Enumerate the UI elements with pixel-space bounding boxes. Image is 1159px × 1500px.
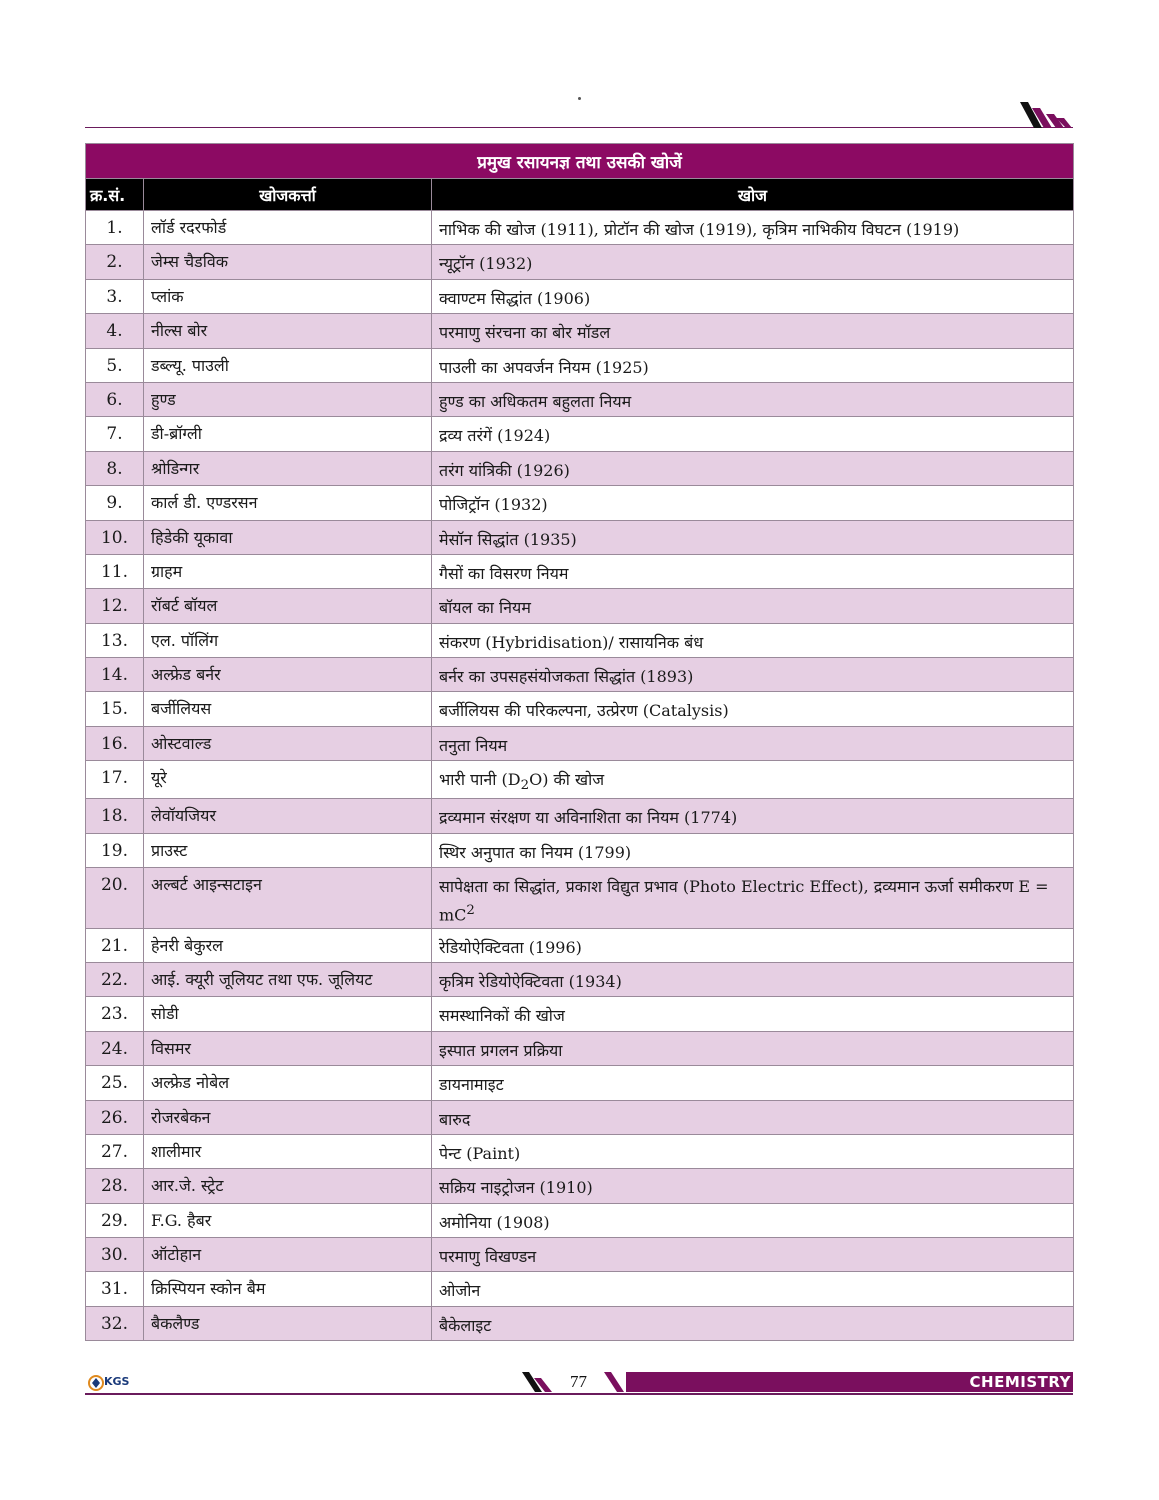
serial-cell: 25. bbox=[86, 1066, 144, 1100]
serial-cell: 7. bbox=[86, 417, 144, 451]
table-row bbox=[86, 1169, 1074, 1203]
discoverer-cell: लॉर्ड रदरफोर्ड bbox=[144, 211, 432, 245]
discovery-cell: मेसॉन सिद्धांत (1935) bbox=[432, 520, 1074, 554]
table-row bbox=[86, 589, 1074, 623]
serial-cell: 26. bbox=[86, 1100, 144, 1134]
discoverer-cell: ओस्टवाल्ड bbox=[144, 726, 432, 760]
table-row bbox=[86, 279, 1074, 313]
serial-cell: 19. bbox=[86, 833, 144, 867]
discoverer-cell: डी-ब्रॉग्ली bbox=[144, 417, 432, 451]
table-row bbox=[86, 451, 1074, 485]
discoverer-cell: शालीमार bbox=[144, 1134, 432, 1168]
discoverer-cell: बैकलैण्ड bbox=[144, 1306, 432, 1340]
footer-rule bbox=[85, 1393, 1073, 1395]
serial-cell: 11. bbox=[86, 554, 144, 588]
discovery-cell bbox=[432, 868, 1074, 928]
discoverer-cell: आई. क्यूरी जूलियट तथा एफ. जूलियट bbox=[144, 962, 432, 996]
serial-cell: 15. bbox=[86, 692, 144, 726]
discoverer-cell: अल्बर्ट आइन्सटाइन bbox=[144, 868, 432, 928]
discovery-cell: गैसों का विसरण नियम bbox=[432, 554, 1074, 588]
publisher-logo-text: KGS bbox=[104, 1375, 130, 1388]
table-row bbox=[86, 1238, 1074, 1272]
serial-cell: 6. bbox=[86, 382, 144, 416]
serial-cell: 5. bbox=[86, 348, 144, 382]
serial-cell: 9. bbox=[86, 486, 144, 520]
table-row bbox=[86, 726, 1074, 760]
table-row bbox=[86, 1134, 1074, 1168]
discovery-cell: नाभिक की खोज (1911), प्रोटॉन की खोज (1919), कृत्रिम नाभिकीय विघटन (1919) bbox=[432, 211, 1074, 245]
discovery-cell: इस्पात प्रगलन प्रक्रिया bbox=[432, 1031, 1074, 1065]
page-number: 77 bbox=[570, 1372, 587, 1391]
table-row bbox=[86, 658, 1074, 692]
serial-cell: 21. bbox=[86, 928, 144, 962]
header-discoverer: खोजकर्त्ता bbox=[144, 179, 432, 211]
serial-cell: 29. bbox=[86, 1203, 144, 1237]
subscript-text: 2 bbox=[520, 778, 530, 794]
table-title-row bbox=[86, 144, 1074, 179]
discoverer-cell: हेनरी बेकुरल bbox=[144, 928, 432, 962]
discovery-cell: बर्जीलियस की परिकल्पना, उत्प्रेरण (Catalysis) bbox=[432, 692, 1074, 726]
serial-cell: 1. bbox=[86, 211, 144, 245]
discoverer-cell: क्रिस्पियन स्कोन बैम bbox=[144, 1272, 432, 1306]
serial-cell: 4. bbox=[86, 314, 144, 348]
serial-cell: 28. bbox=[86, 1169, 144, 1203]
serial-cell: 23. bbox=[86, 997, 144, 1031]
discovery-cell: द्रव्य तरंगें (1924) bbox=[432, 417, 1074, 451]
discovery-text: सापेक्षता का सिद्धांत, प्रकाश विद्युत प्रभाव (Photo Electric Effect), द्रव्यमान ऊर्जा समीकरण E = mC bbox=[439, 877, 1049, 925]
discoverer-cell: हुण्ड bbox=[144, 382, 432, 416]
discovery-cell: समस्थानिकों की खोज bbox=[432, 997, 1074, 1031]
discovery-cell: संकरण (Hybridisation)/ रासायनिक बंध bbox=[432, 623, 1074, 657]
discovery-cell: हुण्ड का अधिकतम बहुलता नियम bbox=[432, 382, 1074, 416]
discovery-text: भारी पानी (D bbox=[439, 770, 521, 790]
table-row bbox=[86, 554, 1074, 588]
table-row bbox=[86, 623, 1074, 657]
discovery-cell: तनुता नियम bbox=[432, 726, 1074, 760]
discoverer-cell: रोजरबेकन bbox=[144, 1100, 432, 1134]
table-row bbox=[86, 1306, 1074, 1340]
serial-cell: 17. bbox=[86, 761, 144, 799]
discovery-cell: बर्नर का उपसहसंयोजकता सिद्धांत (1893) bbox=[432, 658, 1074, 692]
serial-cell: 12. bbox=[86, 589, 144, 623]
corner-slash-icon bbox=[1016, 100, 1074, 130]
discoverer-cell: F.G. हैबर bbox=[144, 1203, 432, 1237]
discovery-cell: स्थिर अनुपात का नियम (1799) bbox=[432, 833, 1074, 867]
discovery-cell: न्यूट्रॉन (1932) bbox=[432, 245, 1074, 279]
footer-slash-icon bbox=[520, 1370, 556, 1394]
discovery-cell: क्वाण्टम सिद्धांत (1906) bbox=[432, 279, 1074, 313]
serial-cell: 10. bbox=[86, 520, 144, 554]
discovery-cell: तरंग यांत्रिकी (1926) bbox=[432, 451, 1074, 485]
table-row bbox=[86, 1066, 1074, 1100]
table-row bbox=[86, 761, 1074, 799]
table-row bbox=[86, 1272, 1074, 1306]
discoverer-cell: अल्फ्रेड नोबेल bbox=[144, 1066, 432, 1100]
table-row bbox=[86, 692, 1074, 726]
discoverer-cell: लेवॉयजियर bbox=[144, 799, 432, 833]
table-title: प्रमुख रसायनज्ञ तथा उसकी खोजें bbox=[86, 144, 1074, 179]
discoverer-cell: रॉबर्ट बॉयल bbox=[144, 589, 432, 623]
discovery-cell: पोजिट्रॉन (1932) bbox=[432, 486, 1074, 520]
serial-cell: 32. bbox=[86, 1306, 144, 1340]
serial-cell: 31. bbox=[86, 1272, 144, 1306]
discoverer-cell: डब्ल्यू. पाउली bbox=[144, 348, 432, 382]
discoverer-cell: ग्राहम bbox=[144, 554, 432, 588]
discovery-cell: बॉयल का नियम bbox=[432, 589, 1074, 623]
table-row bbox=[86, 314, 1074, 348]
subject-label: CHEMISTRY bbox=[969, 1373, 1071, 1391]
discoverer-cell: जेम्स चैडविक bbox=[144, 245, 432, 279]
discovery-cell bbox=[432, 761, 1074, 799]
discovery-cell: द्रव्यमान संरक्षण या अविनाशिता का नियम (1774) bbox=[432, 799, 1074, 833]
table-row bbox=[86, 1031, 1074, 1065]
serial-cell: 18. bbox=[86, 799, 144, 833]
discovery-cell: कृत्रिम रेडियोऐक्टिवता (1934) bbox=[432, 962, 1074, 996]
discoverer-cell: बर्जीलियस bbox=[144, 692, 432, 726]
discovery-cell: पेन्ट (Paint) bbox=[432, 1134, 1074, 1168]
table-row bbox=[86, 928, 1074, 962]
discoverer-cell: आर.जे. स्ट्रेट bbox=[144, 1169, 432, 1203]
table-body bbox=[86, 211, 1074, 1341]
discoverer-cell: विसमर bbox=[144, 1031, 432, 1065]
table-row bbox=[86, 348, 1074, 382]
discovery-cell: पाउली का अपवर्जन नियम (1925) bbox=[432, 348, 1074, 382]
table-row bbox=[86, 211, 1074, 245]
header-dot bbox=[578, 97, 581, 100]
serial-cell: 22. bbox=[86, 962, 144, 996]
discovery-cell: सक्रिय नाइट्रोजन (1910) bbox=[432, 1169, 1074, 1203]
table-row bbox=[86, 520, 1074, 554]
discoverer-cell: सोडी bbox=[144, 997, 432, 1031]
discoverer-cell: एल. पॉलिंग bbox=[144, 623, 432, 657]
serial-cell: 2. bbox=[86, 245, 144, 279]
discovery-cell: रेडियोऐक्टिवता (1996) bbox=[432, 928, 1074, 962]
discovery-cell: बारुद bbox=[432, 1100, 1074, 1134]
superscript-text: 2 bbox=[466, 903, 475, 919]
table-row bbox=[86, 868, 1074, 928]
discoverer-cell: यूरे bbox=[144, 761, 432, 799]
discoverer-cell: कार्ल डी. एण्डरसन bbox=[144, 486, 432, 520]
discovery-cell: परमाणु विखण्डन bbox=[432, 1238, 1074, 1272]
table-row bbox=[86, 962, 1074, 996]
discoverer-cell: हिडेकी यूकावा bbox=[144, 520, 432, 554]
serial-cell: 16. bbox=[86, 726, 144, 760]
serial-cell: 8. bbox=[86, 451, 144, 485]
discovery-cell: परमाणु संरचना का बोर मॉडल bbox=[432, 314, 1074, 348]
discovery-cell: बैकेलाइट bbox=[432, 1306, 1074, 1340]
table-row bbox=[86, 486, 1074, 520]
table-row bbox=[86, 799, 1074, 833]
table-row bbox=[86, 245, 1074, 279]
discoverer-cell: ऑटोहान bbox=[144, 1238, 432, 1272]
serial-cell: 20. bbox=[86, 868, 144, 928]
header-discovery: खोज bbox=[432, 179, 1074, 211]
table-row bbox=[86, 1100, 1074, 1134]
table-header-row bbox=[86, 179, 1074, 211]
serial-cell: 14. bbox=[86, 658, 144, 692]
discovery-cell: ओजोन bbox=[432, 1272, 1074, 1306]
table-row bbox=[86, 417, 1074, 451]
table-row bbox=[86, 382, 1074, 416]
discoverer-cell: प्राउस्ट bbox=[144, 833, 432, 867]
discoverer-cell: नील्स बोर bbox=[144, 314, 432, 348]
serial-cell: 24. bbox=[86, 1031, 144, 1065]
serial-cell: 13. bbox=[86, 623, 144, 657]
discoverer-cell: अल्फ्रेड बर्नर bbox=[144, 658, 432, 692]
serial-cell: 27. bbox=[86, 1134, 144, 1168]
table-row bbox=[86, 997, 1074, 1031]
discoverer-cell: प्लांक bbox=[144, 279, 432, 313]
discovery-cell: अमोनिया (1908) bbox=[432, 1203, 1074, 1237]
header-rule bbox=[85, 127, 1073, 128]
discoveries-table bbox=[85, 143, 1074, 1341]
header-serial: क्र.सं. bbox=[86, 179, 144, 211]
serial-cell: 3. bbox=[86, 279, 144, 313]
serial-cell: 30. bbox=[86, 1238, 144, 1272]
table-row bbox=[86, 833, 1074, 867]
table-row bbox=[86, 1203, 1074, 1237]
discovery-cell: डायनामाइट bbox=[432, 1066, 1074, 1100]
discovery-text: O) की खोज bbox=[529, 770, 605, 790]
discoverer-cell: श्रोडिन्गर bbox=[144, 451, 432, 485]
